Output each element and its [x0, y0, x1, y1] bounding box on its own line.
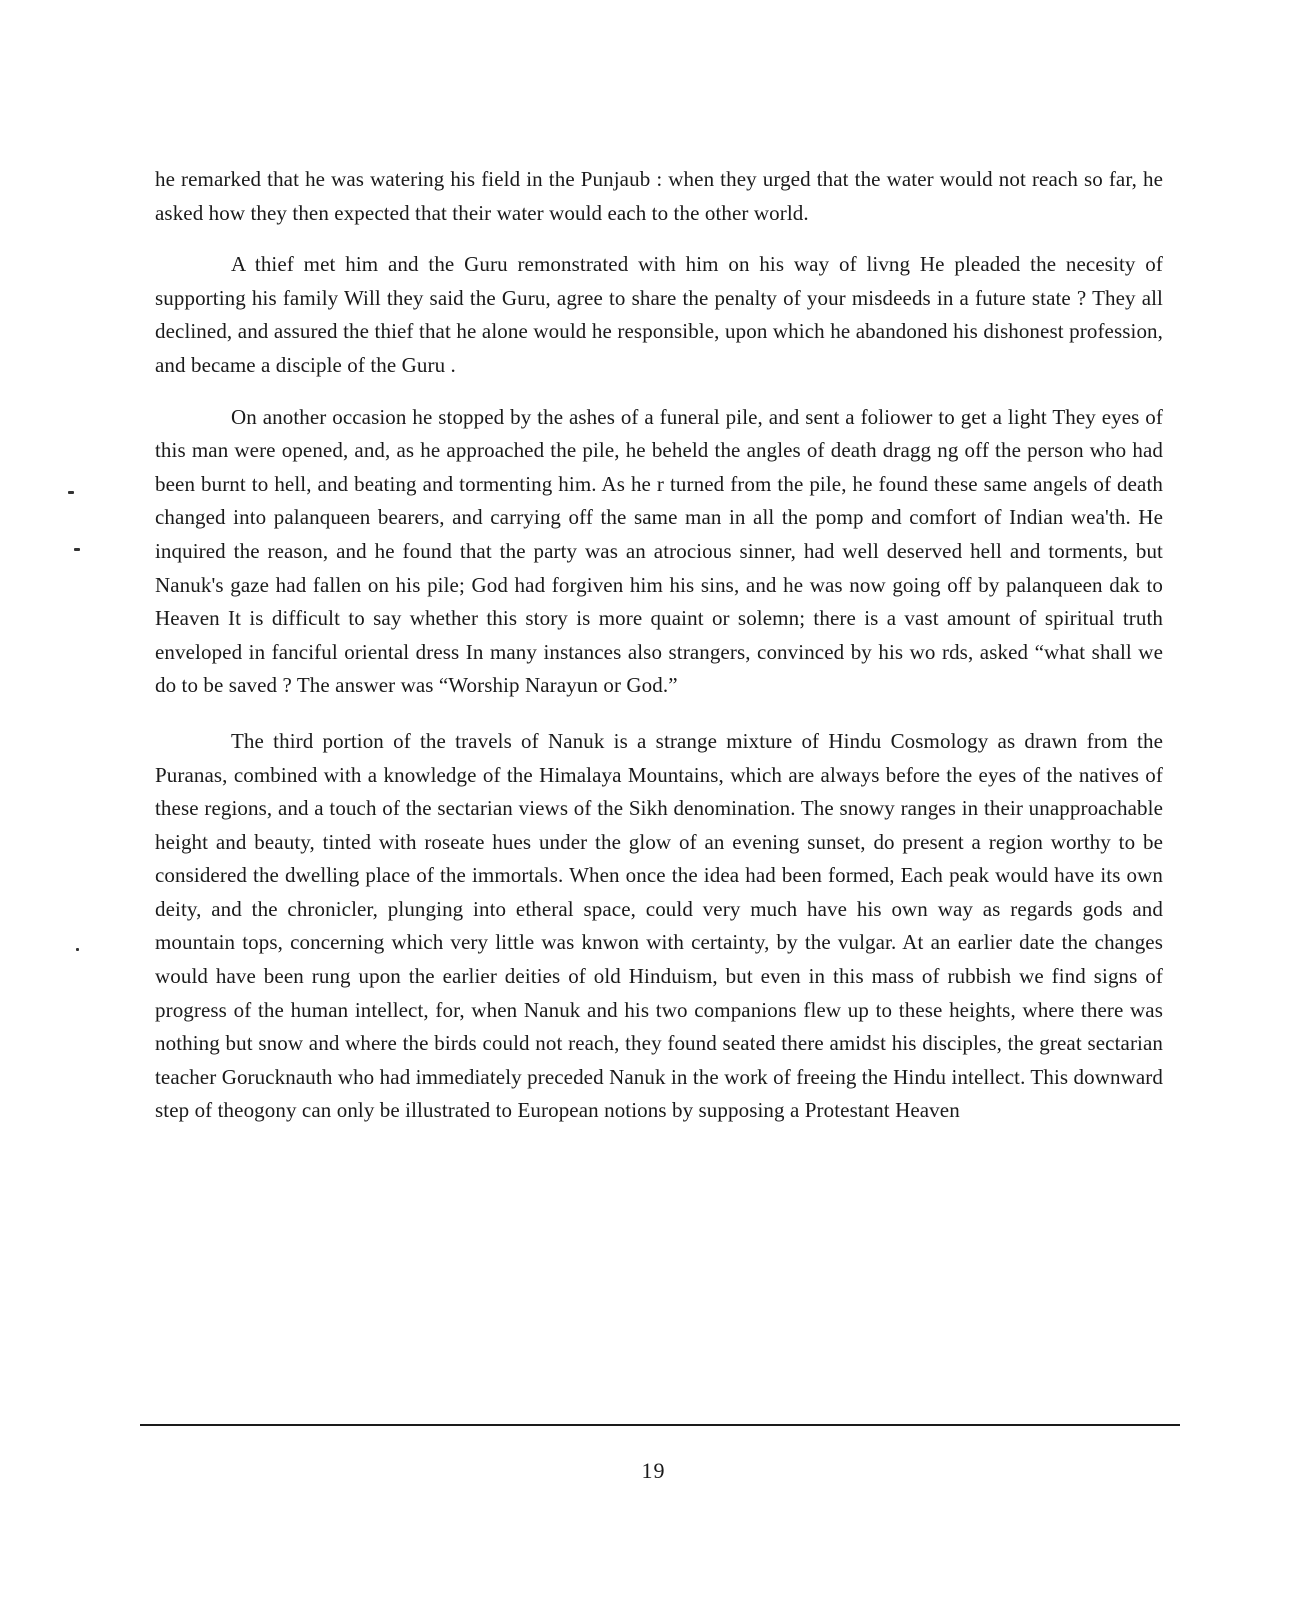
paragraph-1: he remarked that he was watering his field in the Punjaub : when they urged that the water would not reach so far, he asked how they then expected that their water would each to the other world. [155, 167, 1163, 225]
body-text [155, 163, 1163, 1146]
margin-mark [74, 548, 80, 551]
paragraph-4: The third portion of the travels of Nanuk is a strange mixture of Hindu Cosmology as drawn from the Puranas, combined with a knowledge of the Himalaya Mountains, which are always before the eyes of the natives of these regions, and a touch of the sectarian views of the Sikh denomination. The snowy ranges in their unapproachable height and beauty, tinted with roseate hues under the glow of an evening sunset, do present a region worthy to be considered the dwelling place of the immortals. When once the idea had been formed, Each peak would have its own deity, and the chronicler, plunging into etheral space, could very much have his own way as regards gods and mountain tops, concerning which very little was knwon with certainty, by the vulgar. At an earlier date the changes would have been rung upon the earlier deities of old Hinduism, but even in this mass of rubbish we find signs of progress of the human intellect, for, when Nanuk and his two companions flew up to these heights, where there was nothing but snow and where the birds could not reach, they found seated there amidst his disciples, the great sectarian teacher Gorucknauth who had immediately preceded Nanuk in the work of freeing the Hindu intellect. This downward step of theogony can only be illustrated to European notions by supposing a Protestant Heaven [155, 728, 1163, 1123]
margin-mark [68, 491, 74, 494]
margin-mark [76, 948, 79, 951]
footer-rule [140, 1424, 1180, 1426]
paragraph-3: On another occasion he stopped by the ashes of a funeral pile, and sent a foliower to get a light They eyes of this man were opened, and, as he approached the pile, he beheld the angles of death dragg ng off the person who had been burnt to hell, and beating and tormenting him. As he r turned from the pile, he found these same angels of death changed into palanqueen bearers, and carrying off the same man in all the pomp and comfort of Indian wea'th. He inquired the reason, and he found that the party was an atrocious sinner, had well deserved hell and torments, but Nanuk's gaze had fallen on his pile; God had forgiven him his sins, and he was now going off by palanqueen dak to Heaven It is difficult to say whether this story is more quaint or solemn; there is a vast amount of spiritual truth enveloped in fanciful oriental dress In many instances also strangers, convinced by his wo rds, asked “what shall we do to be saved ? The answer was “Worship Narayun or God.” [155, 404, 1163, 698]
paragraph-2: A thief met him and the Guru remonstrated with him on his way of livng He pleaded the necesity of supporting his family Will they said the Guru, agree to share the penalty of your misdeeds in a future state ? They all declined, and assured the thief that he alone would he responsible, upon which he abandoned his dishonest profession, and became a disciple of the Guru . [155, 252, 1163, 377]
page-number: 19 [641, 1458, 666, 1483]
